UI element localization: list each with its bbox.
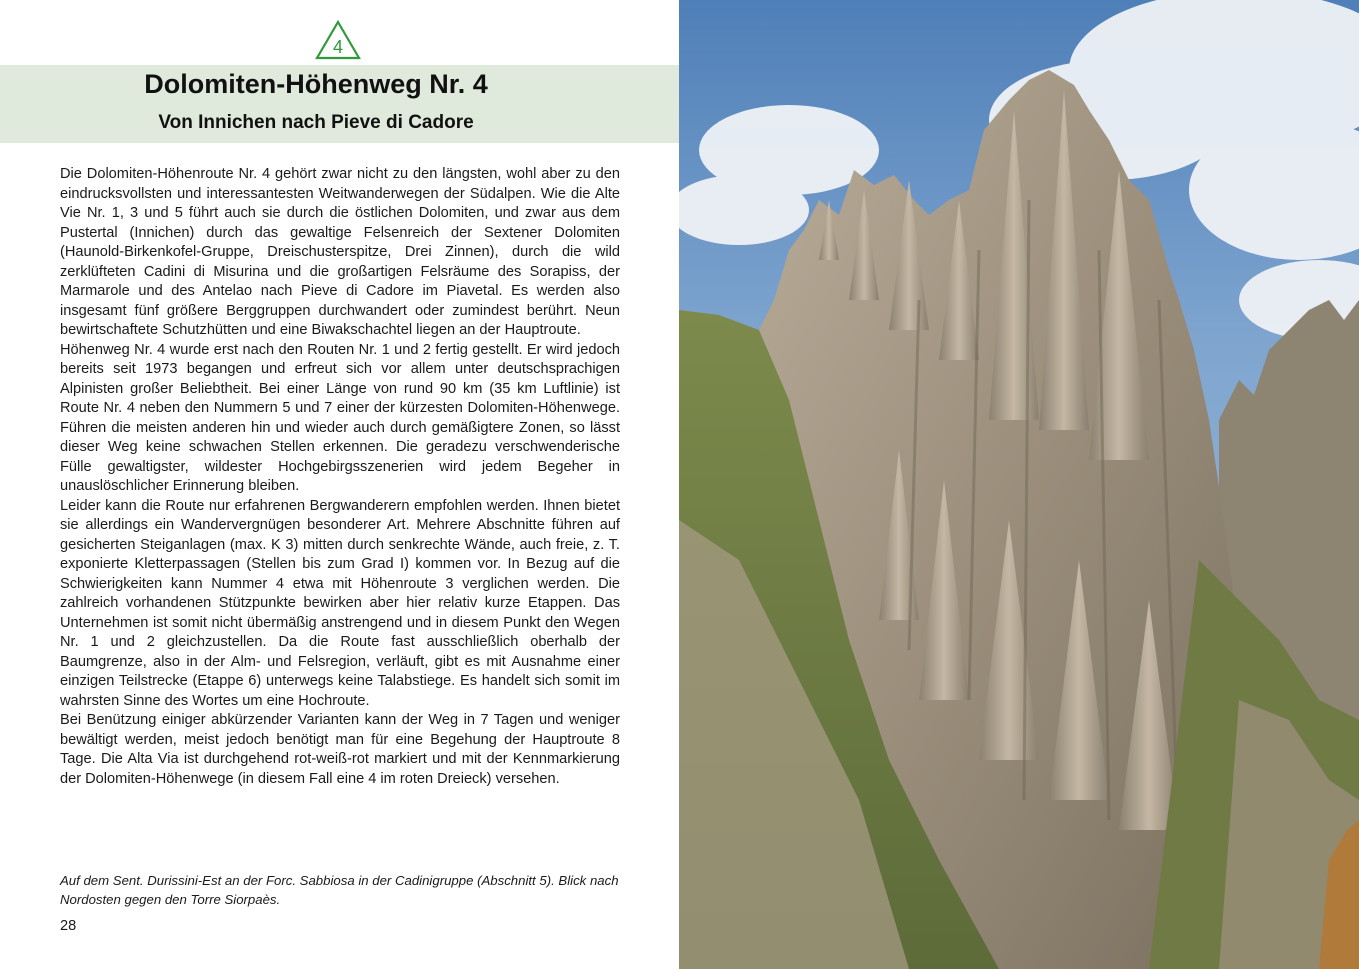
triangle-icon	[315, 20, 361, 60]
page-number: 28	[60, 918, 77, 934]
route-number-badge	[315, 20, 361, 60]
page-subtitle: Von Innichen nach Pieve di Cadore	[158, 112, 474, 133]
paragraph-intro: Die Dolomiten-Höhenroute Nr. 4 gehört zwar nicht zu den längsten, wohl aber zu den eindrucksvollsten und interessantesten Weitwanderwegen der Südalpen. Wie die Alte Vie Nr. 1, 3 und 5 führt auch sie durch die östlichen Dolomiten, und zwar aus dem Pustertal (Innichen) durch das gewaltige Felsenreich der Sextener Dolomiten (Haunold-Birkenkofel-Gruppe, Dreischusterspitze, Drei Zinnen), durch die wild zerklüfteten Cadini di Misurina und die großartigen Felsräume des Sorapiss, der Marmarole und des Antelao nach Pieve di Cadore im Piavetal. Es werden also insgesamt fünf größere Berggruppen durchwandert oder zumindest berührt. Neun bewirtschaftete Schutzhütten und eine Biwakschachtel liegen an der Hauptroute.	[60, 166, 620, 338]
left-page	[0, 0, 679, 969]
paragraph-duration: Bei Benützung einiger abkürzender Varianten kann der Weg in 7 Tagen und weniger bewältigt werden, meist jedoch benötigt man für eine Begehung der Hauptroute 8 Tage. Die Alta Via ist durchgehend rot-weiß-rot markiert und mit der Kennmarkierung der Dolomiten-Höhenwege (in diesem Fall eine 4 im roten Dreieck) versehen.	[60, 712, 620, 787]
photo-caption: Auf dem Sent. Durissini-Est an der Forc. Sabbiosa in der Cadinigruppe (Abschnitt 5). Blick nach Nordosten gegen den Torre Siorpaès.	[60, 873, 619, 907]
body-text	[60, 165, 620, 789]
route-number: 4	[332, 37, 344, 57]
paragraph-history: Höhenweg Nr. 4 wurde erst nach den Routen Nr. 1 und 2 fertig gestellt. Er wird jedoch bereits seit 1973 begangen und erfreut sich vor allem unter deutschsprachigen Alpinisten großer Beliebtheit. Bei einer Länge von rund 90 km (35 km Luftlinie) ist Route Nr. 4 neben den Nummern 5 und 7 einer der kürzesten Dolomiten-Höhenwege. Führen die meisten anderen hin und wieder auch durch gemäßigtere Zonen, so lässt dieser Weg keine schwachen Stellen erkennen. Die geradezu verschwenderische Fülle gewaltigster, wildester Hochgebirgsszenerien wird jedem Begeher in unauslöschlicher Erinnerung bleiben.	[60, 341, 620, 494]
dolomite-peaks-illustration	[679, 0, 1359, 969]
page-title: Dolomiten-Höhenweg Nr. 4	[144, 69, 488, 99]
paragraph-difficulty: Leider kann die Route nur erfahrenen Bergwanderern empfohlen werden. Ihnen bietet sie allerdings ein Wandervergnügen besonderer Art. Mehrere Abschnitte führen auf gesicherten Steiganlagen (max. K 3) mitten durch senkrechte Wände, auch freie, z. T. exponierte Kletterpassagen (Stellen bis zum Grad I) kommen vor. In Bezug auf die Schwierigkeiten kann Nummer 4 etwa mit Höhenroute 3 verglichen werden. Die zahlreich vorhandenen Stützpunkte bewirken aber hier relativ kurze Etappen. Das Unternehmen ist somit nicht übermäßig anstrengend und in diesem Punkt den Wegen Nr. 1 und 2 gleichzustellen. Da die Route fast ausschließlich oberhalb der Baumgrenze, also in der Alm- und Felsregion, verläuft, gibt es mit Ausnahme einer einzigen Teilstrecke (Etappe 6) unterwegs keine Talabstiege. Es handelt sich somit im wahrsten Sinne des Wortes um eine Hochroute.	[60, 497, 620, 709]
mountain-photo	[679, 0, 1359, 969]
